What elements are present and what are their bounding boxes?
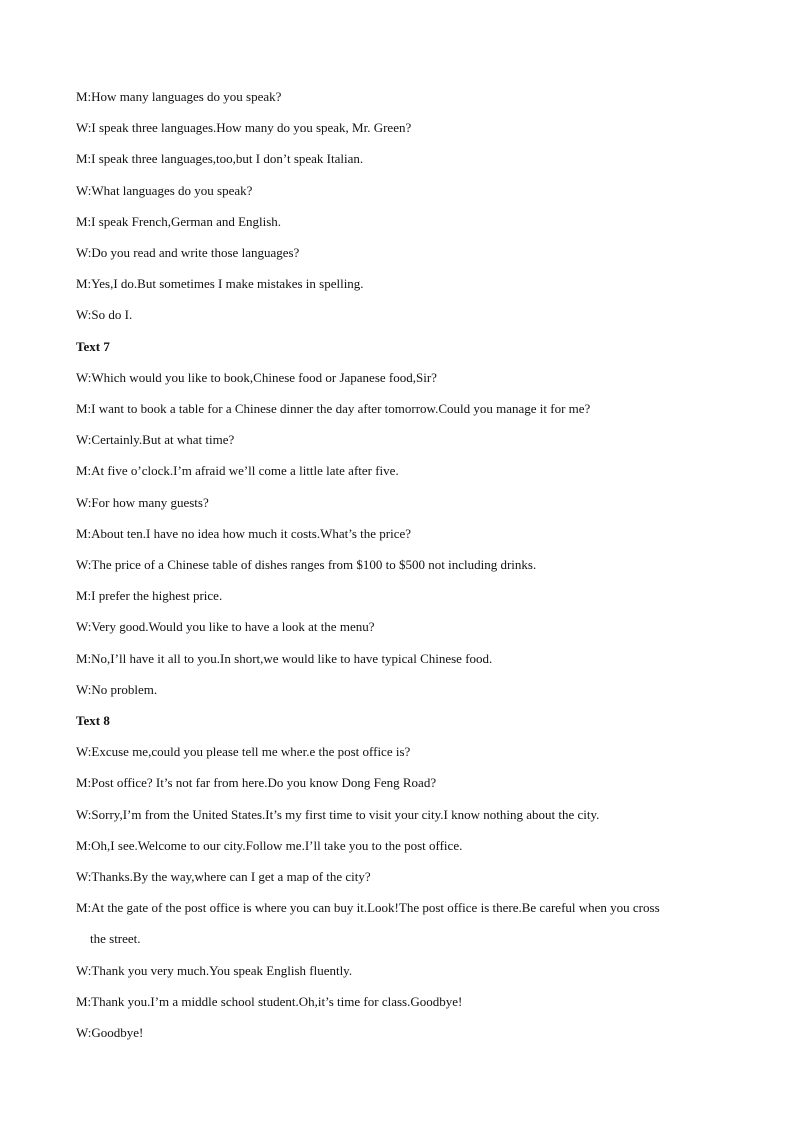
- dialogue-line: W:I speak three languages.How many do you speak, Mr. Green?: [76, 120, 412, 136]
- dialogue-line: M:About ten.I have no idea how much it costs.What’s the price?: [76, 525, 412, 541]
- dialogue-line: M:Oh,I see.Welcome to our city.Follow me.I’ll take you to the post office.: [76, 837, 463, 853]
- dialogue-line: M:I prefer the highest price.: [76, 588, 223, 604]
- dialogue-line: M:No,I’ll have it all to you.In short,we would like to have typical Chinese food.: [76, 650, 493, 666]
- dialogue-line: W:Do you read and write those languages?: [76, 245, 300, 261]
- dialogue-line: W:The price of a Chinese table of dishes ranges from $100 to $500 not including drinks.: [76, 557, 537, 573]
- dialogue-line: W:Goodbye!: [76, 1025, 144, 1041]
- dialogue-line: M:I speak three languages,too,but I don’t speak Italian.: [76, 151, 364, 167]
- dialogue-line-long: [76, 892, 726, 954]
- dialogue-line: M:How many languages do you speak?: [76, 89, 282, 104]
- dialogue-line: M:Yes,I do.But sometimes I make mistakes in spelling.: [76, 276, 364, 292]
- dialogue-line: W:Very good.Would you like to have a look at the menu?: [76, 619, 375, 635]
- dialogue-line: W:So do I.: [76, 307, 133, 323]
- dialogue-line: M:I want to book a table for a Chinese dinner the day after tomorrow.Could you manage it for me?: [76, 401, 591, 417]
- section-heading-text-7: Text 7: [76, 338, 110, 354]
- dialogue-line: W:For how many guests?: [76, 494, 209, 510]
- dialogue-line: M:I speak French,German and English.: [76, 213, 282, 229]
- dialogue-line: W:Sorry,I’m from the United States.It’s my first time to visit your city.I know nothing about the city.: [76, 806, 600, 822]
- dialogue-line-continuation: the street.: [90, 931, 141, 947]
- dialogue-line: W:Which would you like to book,Chinese food or Japanese food,Sir?: [76, 369, 437, 385]
- dialogue-line: M:Thank you.I’m a middle school student.Oh,it’s time for class.Goodbye!: [76, 993, 463, 1009]
- dialogue-line: W:Thank you very much.You speak English fluently.: [76, 962, 353, 978]
- document-page: [76, 81, 726, 1048]
- dialogue-line-first-part: M:At the gate of the post office is where you can buy it.Look!The post office is there.Be careful when you cross: [76, 900, 660, 916]
- dialogue-line: M:Post office? It’s not far from here.Do you know Dong Feng Road?: [76, 775, 437, 791]
- dialogue-line: M:At five o’clock.I’m afraid we’ll come a little late after five.: [76, 463, 399, 479]
- dialogue-line: W:Certainly.But at what time?: [76, 432, 235, 448]
- dialogue-line: W:Thanks.By the way,where can I get a map of the city?: [76, 869, 371, 885]
- dialogue-line: W:Excuse me,could you please tell me wher.e the post office is?: [76, 744, 411, 760]
- dialogue-line: W:No problem.: [76, 681, 158, 697]
- section-heading-text-8: Text 8: [76, 713, 110, 729]
- dialogue-line: W:What languages do you speak?: [76, 182, 253, 198]
